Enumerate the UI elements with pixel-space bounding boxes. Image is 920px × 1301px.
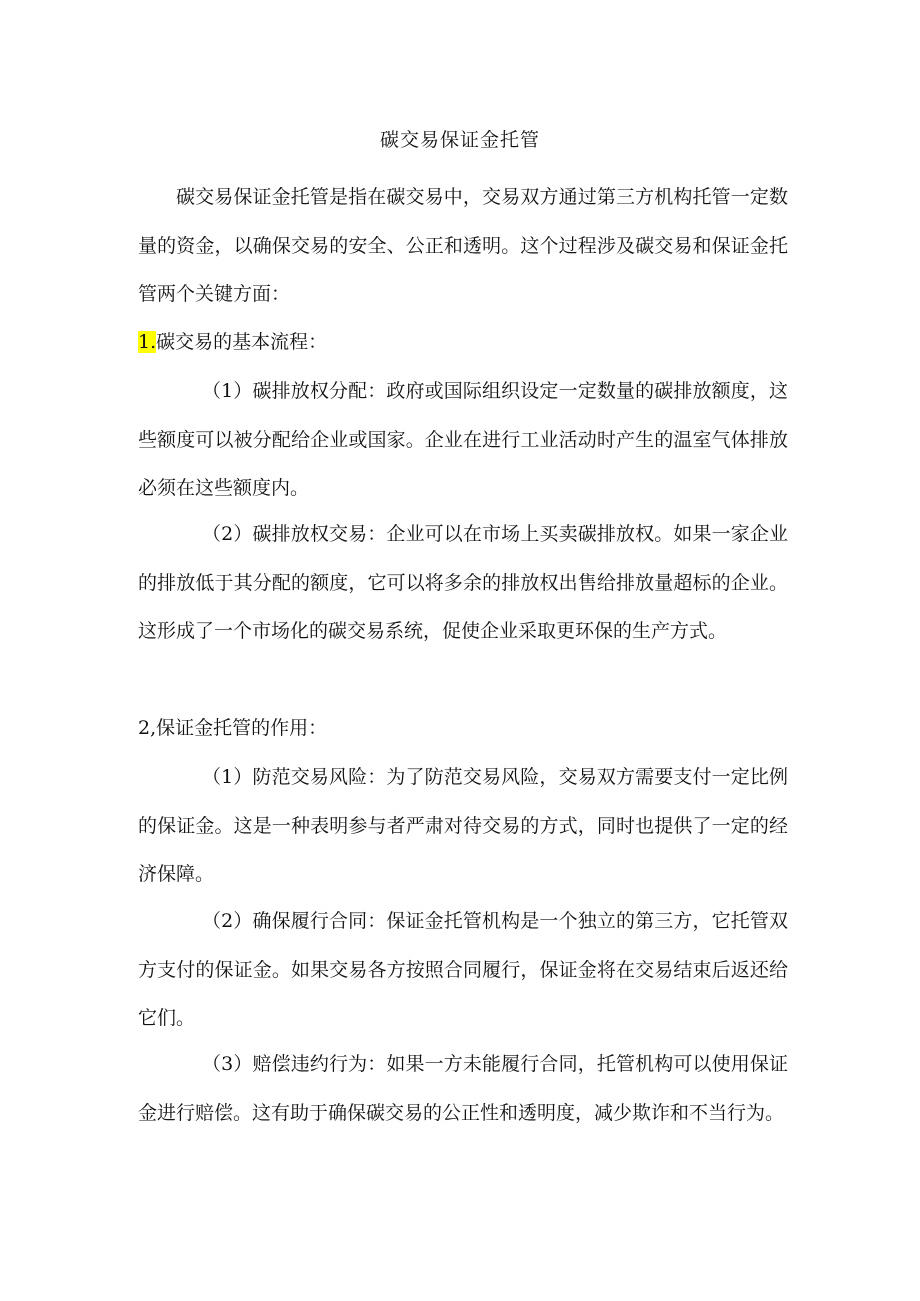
section2-item-3: （3）赔偿违约行为：如果一方未能履行合同，托管机构可以使用保证金进行赔偿。这有助于确保碳交易的公正性和透明度，减少欺诈和不当行为。 bbox=[138, 1053, 788, 1124]
section1-item-1: （1）碳排放权分配：政府或国际组织设定一定数量的碳排放额度，这些额度可以被分配给企业或国家。企业在进行工业活动时产生的温室气体排放必须在这些额度内。 bbox=[138, 380, 788, 499]
section1-heading-text: 碳交易的基本流程： bbox=[156, 331, 328, 353]
section2-item-2: （2）确保履行合同：保证金托管机构是一个独立的第三方，它托管双方支付的保证金。如果交易各方按照合同履行，保证金将在交易结束后返还给它们。 bbox=[138, 910, 788, 1029]
section1-item-2: （2）碳排放权交易：企业可以在市场上买卖碳排放权。如果一家企业的排放低于其分配的额度，它可以将多余的排放权出售给排放量超标的企业。这形成了一个市场化的碳交易系统，促使企业采取更环保的生产方式。 bbox=[138, 523, 788, 642]
section1-heading bbox=[138, 318, 327, 366]
document-title: 碳交易保证金托管 bbox=[379, 129, 540, 151]
section1-number: 1. bbox=[138, 331, 157, 353]
intro-paragraph: 碳交易保证金托管是指在碳交易中，交易双方通过第三方机构托管一定数量的资金，以确保交易的安全、公正和透明。这个过程涉及碳交易和保证金托管两个关键方面： bbox=[138, 186, 788, 305]
section2-item-1: （1）防范交易风险：为了防范交易风险，交易双方需要支付一定比例的保证金。这是一种表明参与者严肃对待交易的方式，同时也提供了一定的经济保障。 bbox=[138, 766, 788, 885]
section2-heading: 2,保证金托管的作用： bbox=[138, 717, 328, 739]
